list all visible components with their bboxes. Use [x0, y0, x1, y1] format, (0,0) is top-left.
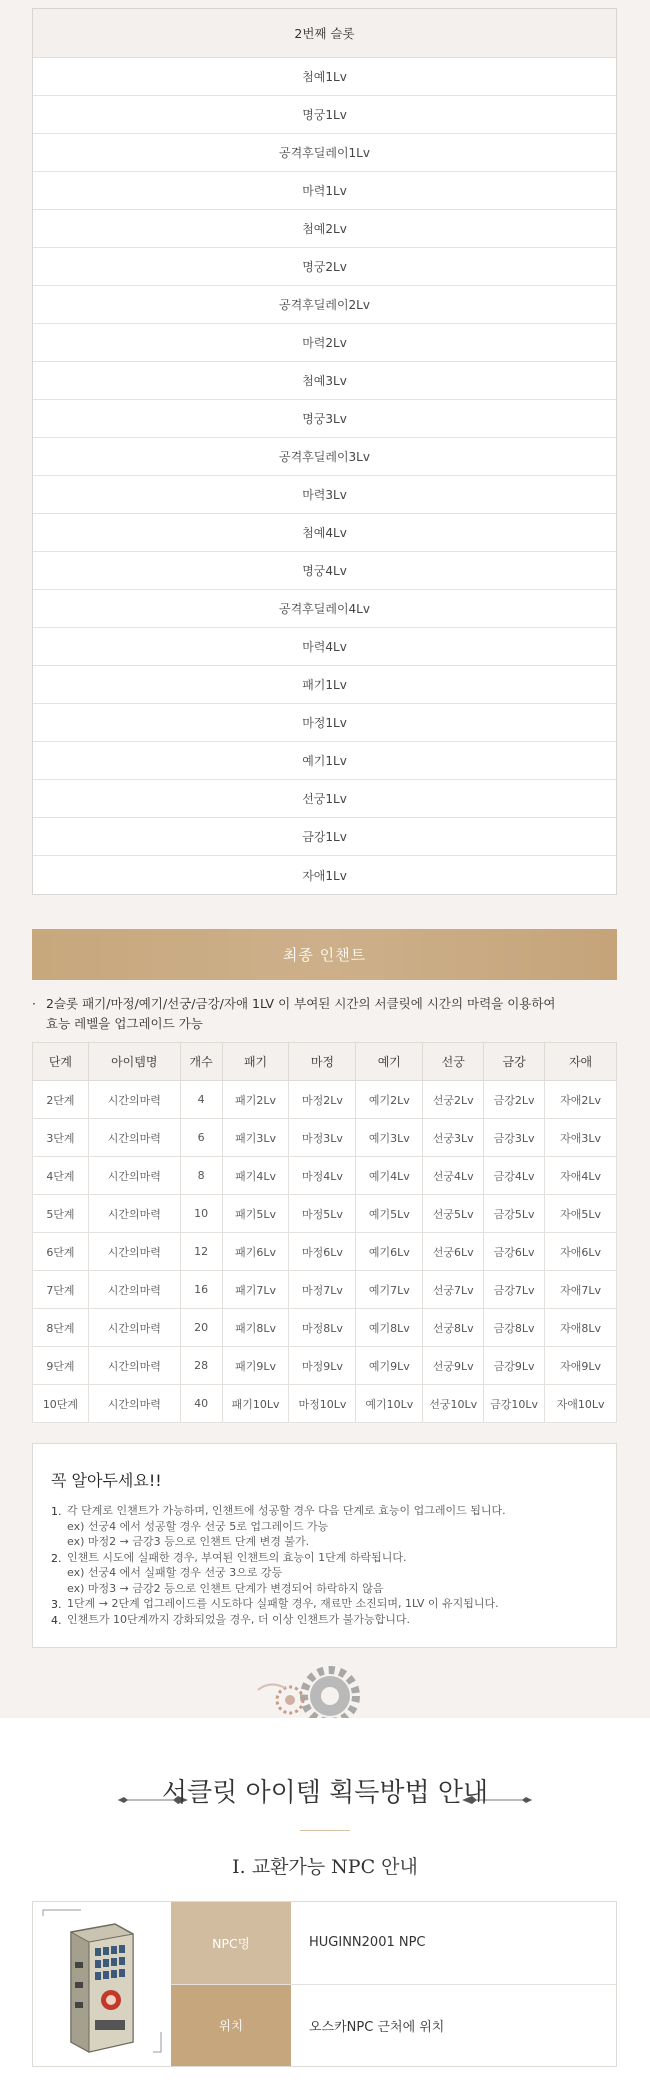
notice-line: ex) 마정3 → 금강2 등으로 인챈트 단계가 변경되어 하락하지 않음	[67, 1581, 384, 1595]
table-cell: 금강10Lv	[484, 1385, 545, 1423]
table-cell: 시간의마력	[88, 1385, 180, 1423]
slot-row: 금강1Lv	[33, 818, 616, 856]
table-cell: 예기2Lv	[356, 1081, 423, 1119]
description-line-2: 효능 레벨을 업그레이드 가능	[46, 1016, 203, 1031]
table-cell: 자애10Lv	[545, 1385, 617, 1423]
table-cell: 금강2Lv	[484, 1081, 545, 1119]
slot-row: 명궁3Lv	[33, 400, 616, 438]
notice-line: ex) 선궁4 에서 실패할 경우 선궁 3으로 강등	[67, 1566, 283, 1579]
table-cell: 시간의마력	[88, 1309, 180, 1347]
final-enchant-description	[32, 994, 622, 1034]
column-header: 자애	[545, 1043, 617, 1081]
column-header: 금강	[484, 1043, 545, 1081]
table-cell: 금강9Lv	[484, 1347, 545, 1385]
table-cell: 선궁7Lv	[423, 1271, 484, 1309]
table-cell: 자애2Lv	[545, 1081, 617, 1119]
table-cell: 패기7Lv	[222, 1271, 289, 1309]
table-cell: 예기10Lv	[356, 1385, 423, 1423]
table-cell: 12	[180, 1233, 222, 1271]
description-line-1: 2슬롯 패기/마정/예기/선궁/금강/자애 1LV 이 부여된 시간의 서클릿에 시간의 마력을 이용하여	[46, 996, 556, 1011]
table-cell: 마정6Lv	[289, 1233, 356, 1271]
slot-row: 선궁1Lv	[33, 780, 616, 818]
table-cell: 3단계	[33, 1119, 89, 1157]
npc-value: 오스카NPC 근처에 위치	[309, 2019, 445, 2035]
table-cell: 마정2Lv	[289, 1081, 356, 1119]
npc-label: 위치	[171, 1985, 291, 2067]
slot-table-header: 2번째 슬롯	[33, 9, 616, 58]
table-cell: 선궁4Lv	[423, 1157, 484, 1195]
table-cell: 20	[180, 1309, 222, 1347]
slot-row: 공격후딜레이4Lv	[33, 590, 616, 628]
table-cell: 16	[180, 1271, 222, 1309]
table-row	[33, 1233, 617, 1271]
table-cell: 선궁9Lv	[423, 1347, 484, 1385]
table-cell: 금강8Lv	[484, 1309, 545, 1347]
notice-line: ex) 마정2 → 금강3 등으로 인챈트 단계 변경 불가.	[67, 1535, 310, 1548]
table-row	[33, 1119, 617, 1157]
bullet: ·	[32, 996, 36, 1011]
notice-box	[32, 1443, 617, 1648]
notice-number: 4.	[51, 1613, 62, 1627]
table-cell: 28	[180, 1347, 222, 1385]
notice-line: 인챈트 시도에 실패한 경우, 부여된 인챈트의 효능이 1단계 하락됩니다.	[67, 1550, 407, 1564]
slot-row: 명궁4Lv	[33, 552, 616, 590]
table-cell: 패기2Lv	[222, 1081, 289, 1119]
table-cell: 4단계	[33, 1157, 89, 1195]
table-cell: 7단계	[33, 1271, 89, 1309]
slot-row: 명궁1Lv	[33, 96, 616, 134]
column-header: 선궁	[423, 1043, 484, 1081]
notice-number: 2.	[51, 1551, 62, 1565]
table-cell: 패기6Lv	[222, 1233, 289, 1271]
table-cell: 예기5Lv	[356, 1195, 423, 1233]
slot-table-body	[33, 58, 616, 894]
slot-row: 명궁2Lv	[33, 248, 616, 286]
table-row	[33, 1081, 617, 1119]
table-cell: 자애7Lv	[545, 1271, 617, 1309]
table-cell: 예기9Lv	[356, 1347, 423, 1385]
table-cell: 시간의마력	[88, 1081, 180, 1119]
table-cell: 예기6Lv	[356, 1233, 423, 1271]
table-cell: 40	[180, 1385, 222, 1423]
table-cell: 자애8Lv	[545, 1309, 617, 1347]
table-cell: 금강7Lv	[484, 1271, 545, 1309]
table-cell: 자애4Lv	[545, 1157, 617, 1195]
table-cell: 시간의마력	[88, 1195, 180, 1233]
table-cell: 금강6Lv	[484, 1233, 545, 1271]
table-cell: 자애6Lv	[545, 1233, 617, 1271]
guide-title: 서클릿 아이템 획득방법 안내	[161, 1778, 489, 1808]
table-cell: 선궁2Lv	[423, 1081, 484, 1119]
column-header: 예기	[356, 1043, 423, 1081]
table-cell: 자애5Lv	[545, 1195, 617, 1233]
table-cell: 마정9Lv	[289, 1347, 356, 1385]
npc-info-rows	[171, 1902, 616, 2066]
table-row	[33, 1309, 617, 1347]
table-cell: 마정8Lv	[289, 1309, 356, 1347]
table-cell: 자애3Lv	[545, 1119, 617, 1157]
table-cell: 예기8Lv	[356, 1309, 423, 1347]
column-header: 개수	[180, 1043, 222, 1081]
column-header: 마정	[289, 1043, 356, 1081]
table-cell: 선궁5Lv	[423, 1195, 484, 1233]
notice-line: 1단계 → 2단계 업그레이드를 시도하다 실패할 경우, 재료만 소진되며, 1LV 이 유지됩니다.	[67, 1597, 499, 1610]
table-cell: 10단계	[33, 1385, 89, 1423]
table-cell: 6단계	[33, 1233, 89, 1271]
table-cell: 6	[180, 1119, 222, 1157]
table-cell: 패기3Lv	[222, 1119, 289, 1157]
notice-item	[51, 1503, 596, 1550]
slot-row: 마력4Lv	[33, 628, 616, 666]
table-cell: 선궁3Lv	[423, 1119, 484, 1157]
table-cell: 마정5Lv	[289, 1195, 356, 1233]
table-cell: 2단계	[33, 1081, 89, 1119]
table-cell: 금강3Lv	[484, 1119, 545, 1157]
table-cell: 5단계	[33, 1195, 89, 1233]
slot-row: 첨예4Lv	[33, 514, 616, 552]
notice-title: 꼭 알아두세요!!	[51, 1471, 162, 1490]
slot-row: 패기1Lv	[33, 666, 616, 704]
table-cell: 선궁10Lv	[423, 1385, 484, 1423]
table-cell: 9단계	[33, 1347, 89, 1385]
column-header: 아이템명	[88, 1043, 180, 1081]
table-row	[33, 1271, 617, 1309]
notice-number: 1.	[51, 1505, 62, 1518]
column-header: 단계	[33, 1043, 89, 1081]
table-cell: 패기10Lv	[222, 1385, 289, 1423]
table-cell: 패기4Lv	[222, 1157, 289, 1195]
enchant-table-header	[33, 1043, 617, 1081]
title-divider	[300, 1830, 350, 1831]
slot-row: 예기1Lv	[33, 742, 616, 780]
slot-row: 첨예2Lv	[33, 210, 616, 248]
table-cell: 시간의마력	[88, 1271, 180, 1309]
table-cell: 예기7Lv	[356, 1271, 423, 1309]
slot-row: 첨예1Lv	[33, 58, 616, 96]
table-cell: 마정4Lv	[289, 1157, 356, 1195]
table-cell: 시간의마력	[88, 1347, 180, 1385]
table-cell: 예기3Lv	[356, 1119, 423, 1157]
slot-row: 공격후딜레이3Lv	[33, 438, 616, 476]
slot-row: 마력2Lv	[33, 324, 616, 362]
table-cell: 시간의마력	[88, 1157, 180, 1195]
slot-row: 공격후딜레이1Lv	[33, 134, 616, 172]
table-cell: 패기9Lv	[222, 1347, 289, 1385]
npc-row	[171, 1985, 616, 2067]
vending-machine-icon	[33, 1902, 171, 2066]
final-enchant-banner: 최종 인챈트	[32, 929, 617, 980]
npc-vending-machine-image	[33, 1902, 171, 2066]
enchant-table-body	[33, 1081, 617, 1423]
table-cell: 마정3Lv	[289, 1119, 356, 1157]
table-cell: 금강4Lv	[484, 1157, 545, 1195]
notice-line: 인챈트가 10단계까지 강화되었을 경우, 더 이상 인챈트가 불가능합니다.	[67, 1612, 410, 1626]
table-cell: 시간의마력	[88, 1233, 180, 1271]
notice-number: 3.	[51, 1598, 62, 1611]
table-cell: 10	[180, 1195, 222, 1233]
npc-value: HUGINN2001 NPC	[309, 1935, 426, 1951]
table-cell: 8	[180, 1157, 222, 1195]
table-cell: 패기5Lv	[222, 1195, 289, 1233]
notice-item	[51, 1550, 596, 1597]
table-cell: 4	[180, 1081, 222, 1119]
slot-row: 마력1Lv	[33, 172, 616, 210]
table-row	[33, 1195, 617, 1233]
table-cell: 마정10Lv	[289, 1385, 356, 1423]
table-cell: 금강5Lv	[484, 1195, 545, 1233]
table-cell: 패기8Lv	[222, 1309, 289, 1347]
notice-line: ex) 선궁4 에서 성공할 경우 선궁 5로 업그레이드 가능	[67, 1519, 329, 1533]
slot-row: 자애1Lv	[302, 868, 347, 883]
slot-row: 공격후딜레이2Lv	[33, 286, 616, 324]
notice-item	[51, 1596, 596, 1612]
enchant-table	[32, 1042, 617, 1423]
table-cell: 마정7Lv	[289, 1271, 356, 1309]
notice-list	[51, 1503, 596, 1627]
npc-label: NPC명	[171, 1902, 291, 1984]
npc-section-title: I. 교환가능 NPC 안내	[232, 1856, 418, 1878]
table-cell: 자애9Lv	[545, 1347, 617, 1385]
table-row	[33, 1347, 617, 1385]
slot-row: 마력3Lv	[33, 476, 616, 514]
slot-table	[32, 8, 617, 895]
table-cell: 8단계	[33, 1309, 89, 1347]
table-row	[33, 1157, 617, 1195]
npc-info-box	[32, 1901, 617, 2067]
slot-row: 첨예3Lv	[33, 362, 616, 400]
table-cell: 선궁6Lv	[423, 1233, 484, 1271]
slot-row: 마정1Lv	[33, 704, 616, 742]
npc-row	[171, 1902, 616, 1985]
table-cell: 예기4Lv	[356, 1157, 423, 1195]
notice-line: 각 단계로 인챈트가 가능하며, 인챈트에 성공할 경우 다음 단계로 효능이 업그레이드 됩니다.	[67, 1504, 506, 1517]
notice-item	[51, 1612, 596, 1628]
table-cell: 선궁8Lv	[423, 1309, 484, 1347]
table-row	[33, 1385, 617, 1423]
column-header: 패기	[222, 1043, 289, 1081]
table-cell: 시간의마력	[88, 1119, 180, 1157]
